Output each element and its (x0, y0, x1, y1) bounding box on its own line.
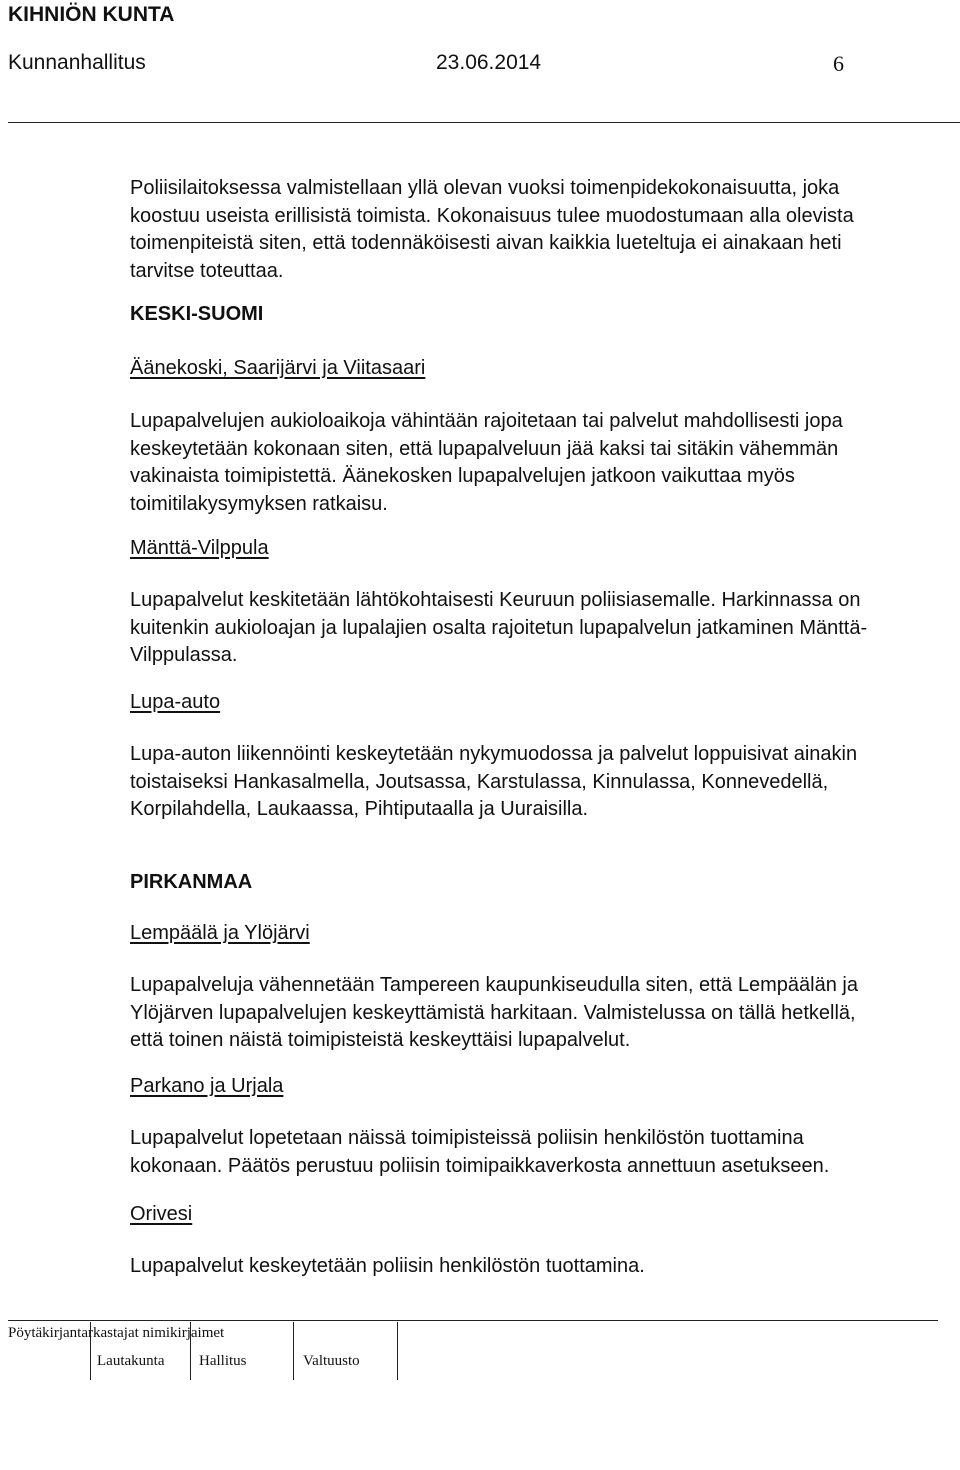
paragraph-lupa-auto (130, 741, 857, 824)
text-line: Ylöjärven lupapalvelujen keskeyttämistä harkitaan. Valmistelussa on tällä hetkellä, (130, 1001, 856, 1024)
paragraph-aanekoski (130, 408, 843, 518)
text-line: toimitilakysymyksen ratkaisu. (130, 492, 388, 515)
text-line: että toinen näistä toimipisteistä keskeyttäisi lupapalvelut. (130, 1029, 631, 1051)
subheading-lupa-auto: Lupa-auto (130, 691, 221, 713)
meeting-body: Kunnanhallitus (8, 51, 146, 74)
text-line: Lupapalveluja vähennetään Tampereen kaupunkiseudulla siten, että Lempäälän ja (130, 974, 858, 996)
footer-caption: Pöytäkirjantarkastajat nimikirjaimet (8, 1325, 225, 1341)
text-line: toistaiseksi Hankasalmella, Joutsassa, Karstulassa, Kinnulassa, Konnevedellä, (130, 770, 829, 793)
paragraph-orivesi (130, 1253, 645, 1281)
footer-cell-divider (293, 1322, 294, 1380)
footer-cell-valtuusto: Valtuusto (303, 1353, 360, 1369)
paragraph-mantta-vilppula (130, 587, 867, 670)
footer-rule (8, 1320, 938, 1321)
footer-cell-divider (190, 1322, 191, 1380)
subheading-lempaala: Lempäälä ja Ylöjärvi (130, 922, 310, 944)
footer-cell-divider (90, 1322, 91, 1380)
text-line: Lupapalvelut lopetetaan näissä toimipisteissä poliisin henkilöstön tuottamina (130, 1127, 804, 1149)
meeting-date: 23.06.2014 (436, 51, 542, 74)
subheading-mantta-vilppula: Mänttä-Vilppula (130, 537, 269, 559)
text-line: Lupapalvelut keskitetään lähtökohtaisesti Keuruun poliisiasemalle. Harkinnassa on (130, 589, 861, 611)
paragraph-lempaala (130, 972, 858, 1055)
text-line: Lupapalvelujen aukioloaikoja vähintään rajoitetaan tai palvelut mahdollisesti jopa (130, 410, 843, 432)
text-line: tarvitse toteuttaa. (130, 259, 284, 282)
footer-cell-lautakunta: Lautakunta (97, 1353, 165, 1369)
text-line: kokonaan. Päätös perustuu poliisin toimipaikkaverkosta annettuun asetukseen. (130, 1154, 830, 1177)
section-heading-pirkanmaa: PIRKANMAA (130, 871, 253, 893)
organization-name: KIHNIÖN KUNTA (8, 3, 175, 26)
text-line: toimenpiteistä siten, että todennäköisesti aivan kaikkia lueteltuja ei ainakaan heti (130, 232, 842, 254)
subheading-orivesi: Orivesi (130, 1203, 193, 1225)
intro-paragraph (130, 175, 854, 285)
text-line: Korpilahdella, Laukaassa, Pihtiputaalla ja Uuraisilla. (130, 798, 589, 820)
text-line: Vilppulassa. (130, 644, 238, 666)
footer-cell-divider (397, 1322, 398, 1380)
header-divider (8, 122, 960, 123)
subheading-parkano: Parkano ja Urjala (130, 1075, 284, 1097)
text-line: keskeytetään kokonaan siten, että lupapalveluun jää kaksi tai sitäkin vähemmän (130, 437, 839, 460)
text-line: vakinaista toimipistettä. Äänekosken lupapalvelujen jatkoon vaikuttaa myös (130, 465, 795, 487)
text-line: Lupapalvelut keskeytetään poliisin henkilöstön tuottamina. (130, 1255, 645, 1277)
text-line: Poliisilaitoksessa valmistellaan yllä olevan vuoksi toimenpidekokonaisuutta, joka (130, 177, 840, 199)
subheading-aanekoski: Äänekoski, Saarijärvi ja Viitasaari (130, 357, 426, 379)
text-line: Lupa-auton liikennöinti keskeytetään nykymuodossa ja palvelut loppuisivat ainakin (130, 743, 858, 765)
page-number: 6 (833, 51, 844, 76)
text-line: koostuu useista erillisistä toimista. Kokonaisuus tulee muodostumaan alla olevista (130, 204, 854, 227)
text-line: kuitenkin aukioloajan ja lupalajien osalta rajoitetun lupapalvelun jatkaminen Mänttä- (130, 616, 868, 639)
section-heading-keski-suomi: KESKI-SUOMI (130, 303, 264, 325)
paragraph-parkano (130, 1125, 829, 1180)
footer-cell-hallitus: Hallitus (199, 1353, 247, 1369)
